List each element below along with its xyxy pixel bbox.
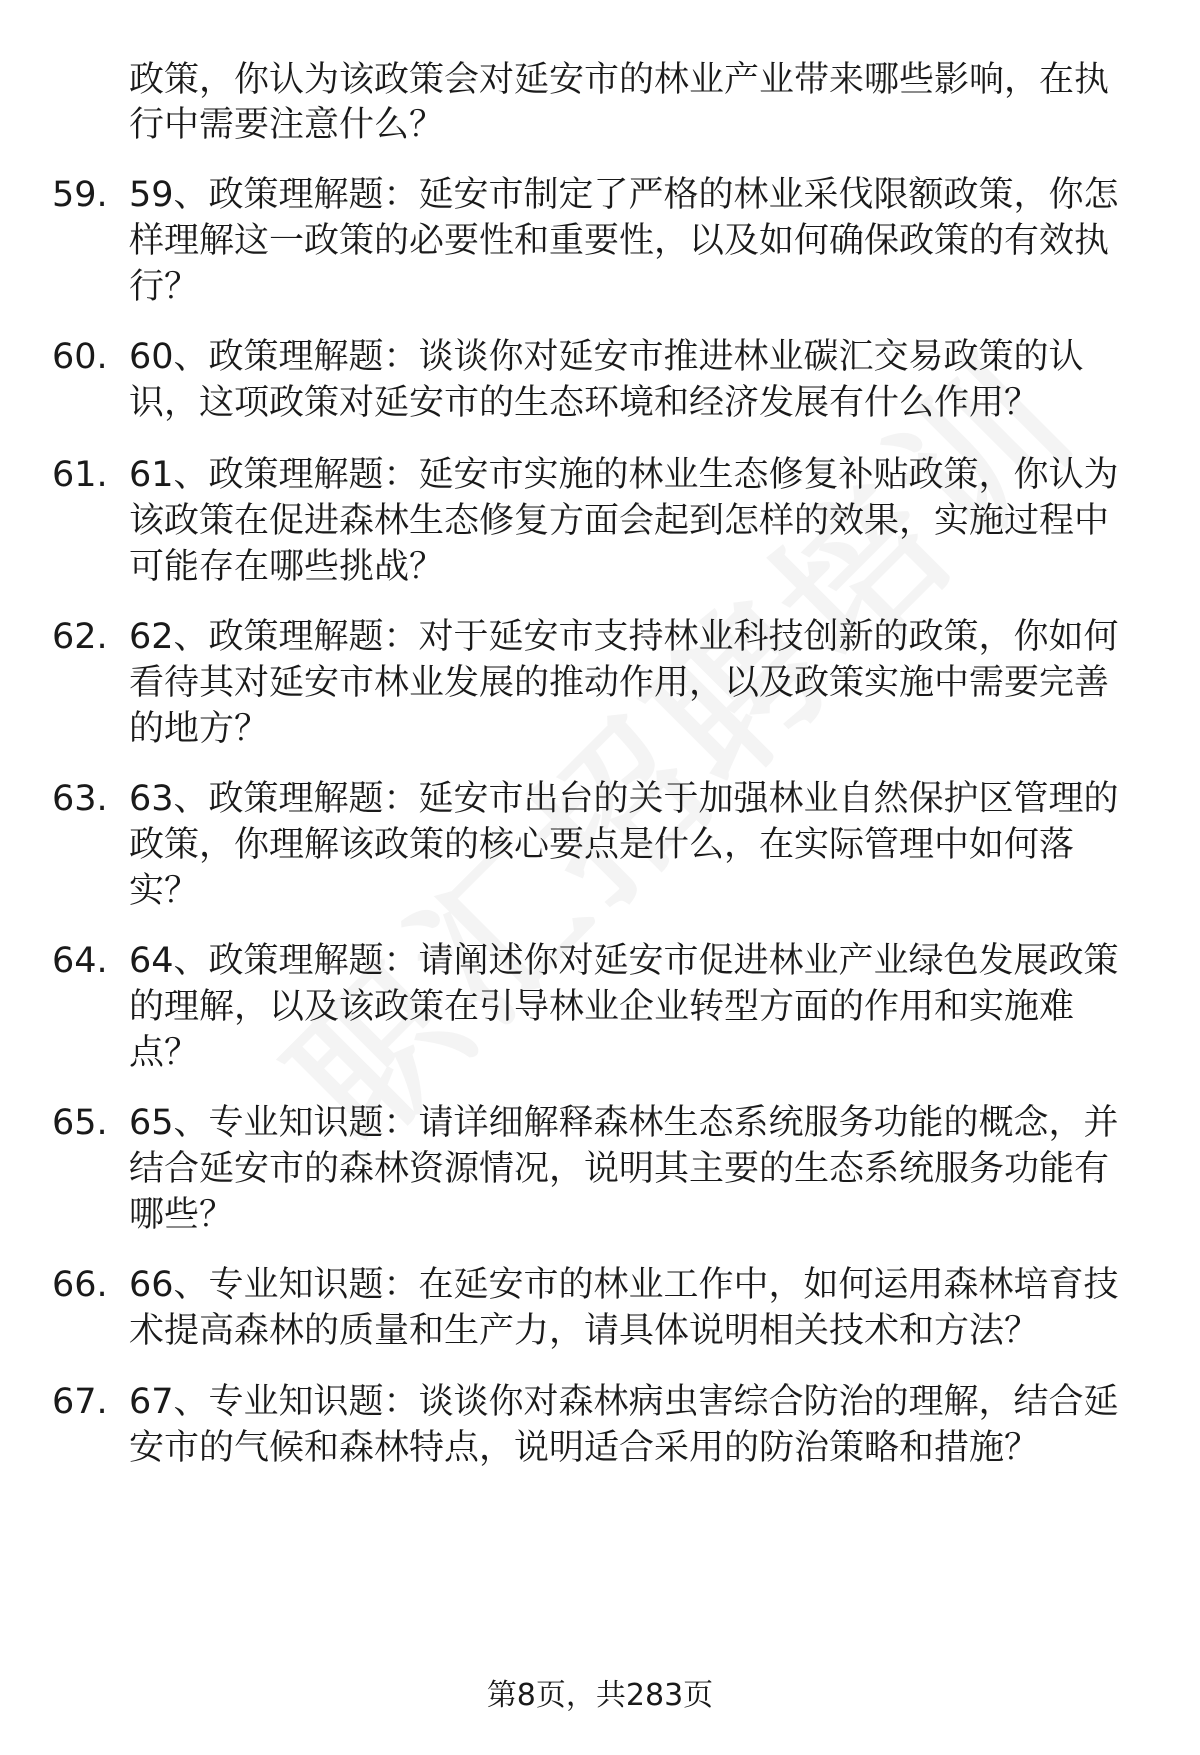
question-line: 的地方？ [129, 709, 270, 749]
question-number: 61. [52, 455, 108, 495]
question-line: 实？ [129, 871, 200, 911]
page-number-footer: 第8页，共283页 [486, 1678, 714, 1713]
question-line: 59、政策理解题：延安市制定了严格的林业采伐限额政策，你怎 [129, 175, 1119, 215]
question-line: 政策，你理解该政策的核心要点是什么，在实际管理中如何落 [129, 825, 1075, 865]
continued-line: 行中需要注意什么？ [129, 105, 445, 145]
question-line: 样理解这一政策的必要性和重要性，以及如何确保政策的有效执 [129, 221, 1110, 261]
question-line: 看待其对延安市林业发展的推动作用，以及政策实施中需要完善 [129, 663, 1110, 703]
continued-line: 政策，你认为该政策会对延安市的林业产业带来哪些影响，在执 [129, 60, 1110, 100]
question-number: 59. [52, 175, 108, 215]
question-line: 65、专业知识题：请详细解释森林生态系统服务功能的概念，并 [129, 1103, 1119, 1143]
question-number: 63. [52, 779, 108, 819]
question-line: 66、专业知识题：在延安市的林业工作中，如何运用森林培育技 [129, 1265, 1119, 1305]
question-line: 的理解，以及该政策在引导林业企业转型方面的作用和实施难 [129, 987, 1075, 1027]
question-line: 64、政策理解题：请阐述你对延安市促进林业产业绿色发展政策 [129, 941, 1119, 981]
question-number: 64. [52, 941, 108, 981]
question-line: 可能存在哪些挑战？ [129, 547, 445, 587]
question-line: 67、专业知识题：谈谈你对森林病虫害综合防治的理解，结合延 [129, 1382, 1119, 1422]
question-number: 67. [52, 1382, 108, 1422]
question-line: 术提高森林的质量和生产力，请具体说明相关技术和方法？ [129, 1311, 1040, 1351]
question-line: 识，这项政策对延安市的生态环境和经济发展有什么作用？ [129, 383, 1040, 423]
question-line: 哪些？ [129, 1195, 235, 1235]
question-line: 点？ [129, 1033, 200, 1073]
question-number: 66. [52, 1265, 108, 1305]
question-line: 62、政策理解题：对于延安市支持林业科技创新的政策，你如何 [129, 617, 1119, 657]
question-line: 61、政策理解题：延安市实施的林业生态修复补贴政策，你认为 [129, 455, 1119, 495]
question-number: 65. [52, 1103, 108, 1143]
question-line: 安市的气候和森林特点，说明适合采用的防治策略和措施？ [129, 1428, 1040, 1468]
question-line: 该政策在促进森林生态修复方面会起到怎样的效果，实施过程中 [129, 501, 1110, 541]
question-line: 行？ [129, 267, 200, 307]
question-line: 63、政策理解题：延安市出台的关于加强林业自然保护区管理的 [129, 779, 1119, 819]
question-line: 60、政策理解题：谈谈你对延安市推进林业碳汇交易政策的认 [129, 337, 1084, 377]
question-number: 62. [52, 617, 108, 657]
question-number: 60. [52, 337, 108, 377]
question-line: 结合延安市的森林资源情况，说明其主要的生态系统服务功能有 [129, 1149, 1110, 1189]
